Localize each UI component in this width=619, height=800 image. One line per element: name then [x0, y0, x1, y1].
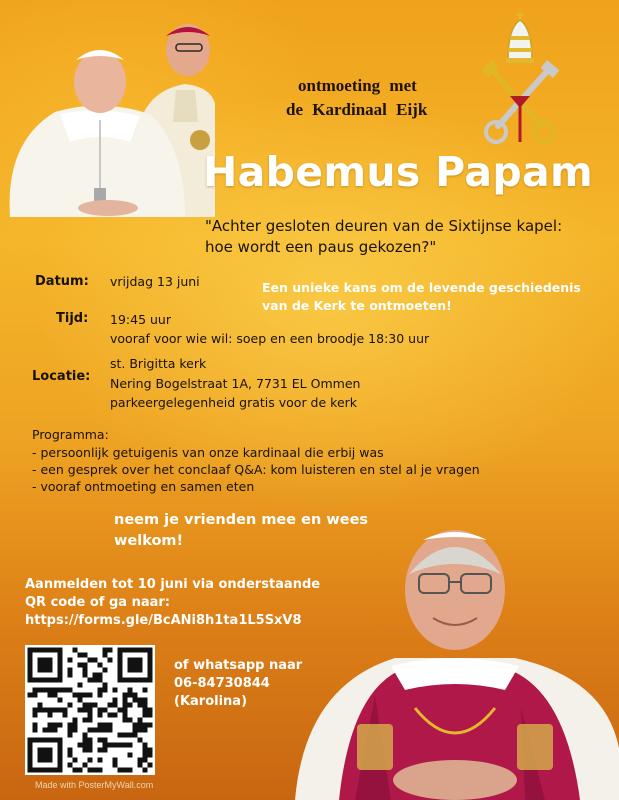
quote-line1: "Achter gesloten deuren van de Sixtijnse kapel: [205, 217, 563, 235]
date-label: Datum: [35, 274, 89, 289]
footer-credit: Made with PosterMyWall.com [35, 780, 154, 790]
whatsapp-line1: of whatsapp naar [174, 658, 303, 673]
highlight-line2: van de Kerk te ontmoeten! [262, 298, 452, 313]
program-item: - vooraf ontmoeting en samen eten [32, 479, 255, 494]
whatsapp-name: (Karolina) [174, 694, 248, 709]
time-value: 19:45 uur [110, 312, 171, 327]
quote-line2: hoe wordt een paus gekozen?" [205, 238, 437, 256]
signup-url[interactable]: https://forms.gle/BcANi8h1ta1L5SxV8 [25, 613, 302, 628]
whatsapp-phone[interactable]: 06-84730844 [174, 676, 270, 691]
time-label: Tijd: [56, 311, 89, 326]
subtitle-line2: de Kardinaal Eijk [286, 100, 428, 119]
signup-line1: Aanmelden tot 10 juni via onderstaande [25, 577, 321, 592]
qr-code-pattern [25, 645, 155, 775]
pope-portrait [295, 518, 619, 800]
location-line2: Nering Bogelstraat 1A, 7731 EL Ommen [110, 376, 361, 391]
invite-line1: neem je vrienden mee en wees [114, 512, 369, 528]
location-line1: st. Brigitta kerk [110, 356, 207, 371]
program-item: - een gesprek over het conclaaf Q&A: kom luisteren en stel al je vragen [32, 462, 480, 477]
location-label: Locatie: [32, 369, 91, 384]
pope-and-cardinal-photo [0, 12, 215, 217]
invite-line2: welkom! [114, 533, 184, 549]
program-item: - persoonlijk getuigenis van onze kardinaal die erbij was [32, 445, 384, 460]
page-title: Habemus Papam [203, 148, 593, 196]
papal-keys-emblem [480, 8, 560, 158]
date-value: vrijdag 13 juni [110, 274, 200, 289]
location-line3: parkeergelegenheid gratis voor de kerk [110, 395, 358, 410]
subtitle-line1: ontmoeting met [298, 76, 417, 95]
time-note: vooraf voor wie wil: soep en een broodje 18:30 uur [110, 331, 430, 346]
qr-code[interactable] [25, 645, 155, 775]
signup-line2: QR code of ga naar: [25, 595, 170, 610]
highlight-line1: Een unieke kans om de levende geschiedenis [262, 280, 581, 295]
program-heading: Programma: [32, 427, 109, 442]
